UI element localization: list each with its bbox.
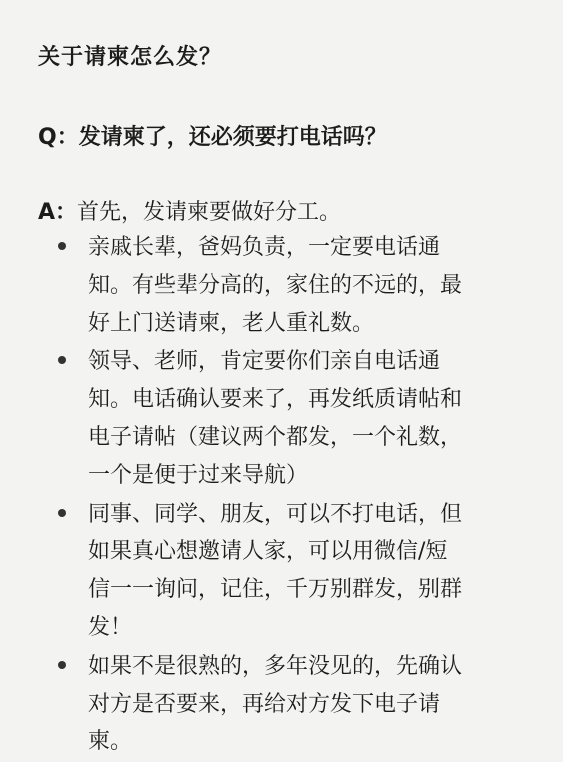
bullet-line: 电子请帖（建议两个都发，一个礼数， xyxy=(88,424,463,450)
question xyxy=(38,120,387,151)
bullet-line: 对方是否要来，再给对方发下电子请 xyxy=(88,691,441,717)
bullet-dot-icon xyxy=(58,242,66,250)
answer-prefix: A： xyxy=(38,200,78,225)
article-title: 关于请柬怎么发？ xyxy=(38,45,223,70)
bullet-line: 知。有些辈分高的，家住的不远的，最 xyxy=(88,272,463,298)
bullet-line: 柬。 xyxy=(88,729,133,755)
question-prefix: Q： xyxy=(38,125,79,150)
answer-bullet-list xyxy=(58,229,538,762)
answer-intro xyxy=(38,195,341,226)
bullet-line: 领导、老师，肯定要你们亲自电话通 xyxy=(88,349,441,375)
bullet-line: 如果不是很熟的，多年没见的，先确认 xyxy=(88,653,463,679)
bullet-line: 知。电话确认要来了，再发纸质请帖和 xyxy=(88,387,463,413)
answer-intro-text: 首先，发请柬要做好分工。 xyxy=(77,200,342,225)
bullet-line: 如果真心想邀请人家，可以用微信/短 xyxy=(88,539,448,565)
bullet-line: 信一一询问，记住，千万别群发，别群 xyxy=(88,577,463,603)
bullet-line: 发！ xyxy=(88,614,133,640)
bullet-line: 亲戚长辈，爸妈负责，一定要电话通 xyxy=(88,235,441,260)
bullet-item-acquaintances xyxy=(58,648,538,761)
bullet-line: 一个是便于过来导航） xyxy=(88,462,309,488)
bullet-dot-icon xyxy=(58,509,66,517)
bullet-line: 同事、同学、朋友，可以不打电话，但 xyxy=(88,501,463,527)
bullet-dot-icon xyxy=(58,356,66,364)
bullet-line: 好上门送请柬，老人重礼数。 xyxy=(88,310,375,336)
bullet-item-relatives xyxy=(58,229,538,342)
bullet-item-colleagues xyxy=(58,496,538,647)
question-text: 发请柬了，还必须要打电话吗？ xyxy=(78,125,387,150)
bullet-dot-icon xyxy=(58,661,66,669)
bullet-item-leaders xyxy=(58,343,538,494)
